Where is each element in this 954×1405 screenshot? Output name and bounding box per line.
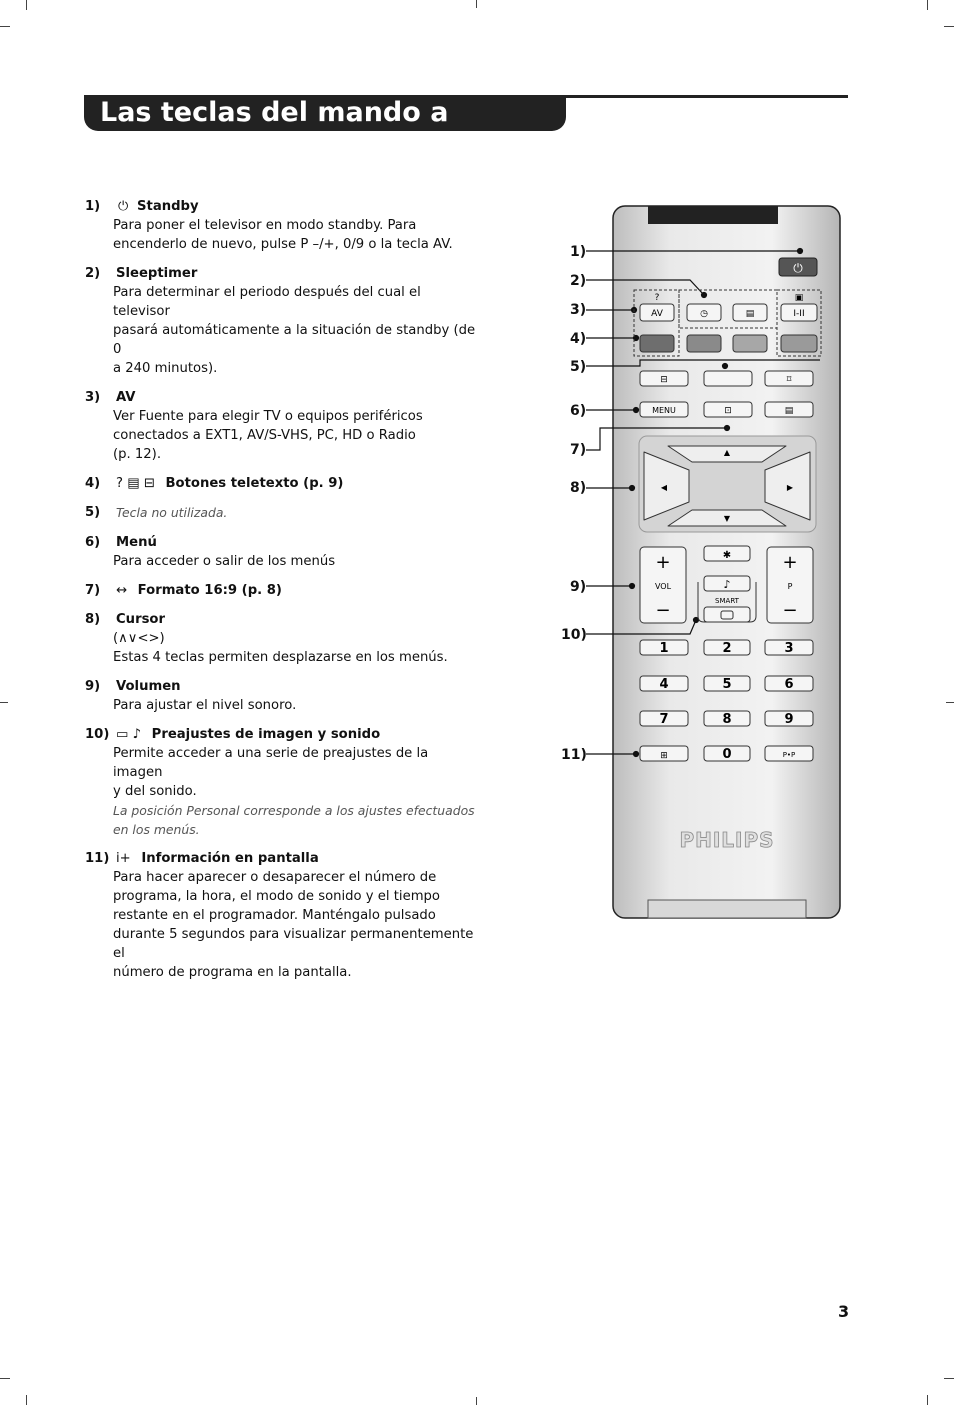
info-icon: i+ — [116, 851, 131, 866]
crop-mark — [476, 1397, 477, 1405]
text-icon: ▤ — [784, 406, 794, 416]
item-heading: Formato 16:9 (p. 8) — [137, 583, 282, 598]
list-item — [85, 264, 477, 378]
callout-2: 2) — [570, 273, 587, 289]
menu-label: MENU — [652, 406, 676, 415]
zoom-icon: ⌑ — [786, 375, 792, 385]
minus-icon: − — [782, 600, 798, 621]
battery-cover — [648, 900, 806, 918]
item-description: Para acceder o salir de los menús — [113, 554, 336, 569]
page-title: Las teclas del mando a distancia — [84, 97, 566, 131]
list-item — [85, 725, 477, 839]
callout-8: 8) — [570, 480, 587, 496]
minus-icon: − — [655, 600, 671, 621]
item-number: 6) — [85, 535, 101, 550]
mix-icon: ▣ — [794, 293, 804, 303]
down-arrow-icon: ▼ — [723, 514, 731, 523]
item-heading: Sleeptimer — [116, 266, 198, 281]
crop-mark — [0, 26, 10, 27]
info-icon: ⊞ — [660, 751, 668, 761]
blue-button — [781, 335, 817, 352]
crop-mark — [0, 1378, 10, 1379]
note-icon: ♪ — [723, 578, 731, 591]
unused-button — [704, 371, 752, 386]
callout-10: 10) — [561, 627, 587, 643]
p-label: P — [787, 582, 793, 591]
red-button — [640, 335, 674, 352]
power-icon: ⏻ — [118, 199, 129, 214]
item-heading: Preajustes de imagen y sonido — [151, 727, 381, 742]
smart-icons: ▭ ♪ — [116, 727, 142, 742]
digit-0: 0 — [722, 747, 732, 762]
item-number: 10) — [85, 727, 110, 742]
digit-4: 4 — [659, 677, 669, 692]
digit-6: 6 — [784, 677, 794, 692]
pip-label: P•P — [782, 751, 796, 759]
list-item — [85, 197, 477, 254]
item-description: Para hacer aparecer o desaparecer el número de programa, la hora, el modo de sonido y el tiempo restante en el programador. Manténgalo pulsado durante 5 segundos para visualizar permanentemente el número de programa en la pantalla. — [113, 870, 474, 980]
item-number: 1) — [85, 199, 101, 214]
remote-control-illustration — [550, 200, 850, 925]
callout-9: 9) — [570, 579, 587, 595]
list-item — [85, 533, 477, 571]
callout-3: 3) — [570, 302, 587, 318]
callout-6: 6) — [570, 403, 587, 419]
digit-8: 8 — [722, 712, 732, 727]
list-item — [85, 610, 477, 667]
mute-icon: ✱ — [722, 550, 732, 561]
item-number: 2) — [85, 266, 101, 281]
digit-9: 9 — [784, 712, 794, 727]
item-description: Para ajustar el nivel sonoro. — [113, 698, 297, 713]
digit-1: 1 — [659, 641, 669, 656]
key-list — [85, 197, 477, 992]
format-icon: ↔ — [116, 583, 128, 598]
item-number: 11) — [85, 851, 110, 866]
item-number: 7) — [85, 583, 101, 598]
yellow-button — [733, 335, 767, 352]
item-heading: Botones teletexto (p. 9) — [165, 476, 344, 491]
brand-logo: PHILIPS — [679, 828, 775, 852]
item-heading: Menú — [116, 535, 157, 550]
digit-3: 3 — [784, 641, 794, 656]
vol-label: VOL — [654, 582, 672, 591]
item-heading: Cursor — [116, 612, 165, 627]
teletext-page-icon: ⊟ — [660, 375, 668, 385]
item-heading: Información en pantalla — [141, 851, 319, 866]
av-label: AV — [651, 309, 663, 319]
item-number: 5) — [85, 505, 101, 520]
item-note: Tecla no utilizada. — [116, 505, 228, 520]
crop-mark — [944, 26, 954, 27]
digit-2: 2 — [722, 641, 732, 656]
crop-mark — [26, 1395, 27, 1405]
crop-mark — [476, 0, 477, 8]
crop-mark — [946, 702, 954, 703]
callout-1: 1) — [570, 244, 587, 260]
item-number: 4) — [85, 476, 101, 491]
crop-mark — [927, 1395, 928, 1405]
callout-5: 5) — [570, 359, 587, 375]
list-item — [85, 474, 477, 493]
item-number: 3) — [85, 390, 101, 405]
up-arrow-icon: ▲ — [723, 448, 731, 457]
plus-icon: + — [655, 552, 671, 573]
digit-5: 5 — [722, 677, 732, 692]
item-description: Ver Fuente para elegir TV o equipos periféricos conectados a EXT1, AV/S-VHS, PC, HD o Radio (p. 12). — [113, 409, 423, 462]
item-heading: Volumen — [116, 679, 181, 694]
left-arrow-icon: ◀ — [660, 483, 668, 492]
page-number: 3 — [838, 1302, 850, 1321]
callout-4: 4) — [570, 331, 587, 347]
crop-mark — [26, 0, 27, 10]
power-icon: ⏻ — [793, 261, 803, 275]
format-icon: ⊡ — [724, 406, 732, 416]
help-icon: ? — [654, 293, 660, 303]
right-arrow-icon: ▶ — [786, 483, 794, 492]
item-heading: AV — [116, 390, 136, 405]
green-button — [687, 335, 721, 352]
list-item — [85, 677, 477, 715]
item-description: Para determinar el periodo después del cual el televisor pasará automáticamente a la situación de standby (de 0 a 240 minutos). — [113, 285, 476, 376]
crop-mark — [944, 1378, 954, 1379]
item-description: (∧∨<>) Estas 4 teclas permiten desplazarse en los menús. — [113, 631, 448, 665]
ir-window — [648, 206, 778, 224]
plus-icon: + — [782, 552, 798, 573]
item-description: Permite acceder a una serie de preajustes de la imagen y del sonido. — [113, 746, 429, 799]
item-note: La posición Personal corresponde a los ajustes efectuados en los menús. — [113, 803, 475, 837]
teletext-icons: ? ▤ ⊟ — [116, 476, 155, 491]
list-item — [85, 581, 477, 600]
list-item — [85, 388, 477, 464]
list-item — [85, 849, 477, 982]
callout-7: 7) — [570, 442, 587, 458]
item-description: Para poner el televisor en modo standby. Para encenderlo de nuevo, pulse P –/+, 0/9 o la tecla AV. — [113, 218, 453, 252]
i-ii-label: I-II — [793, 309, 805, 319]
item-number: 9) — [85, 679, 101, 694]
crop-mark — [927, 0, 928, 10]
smart-label: SMART — [715, 597, 739, 605]
item-heading: Standby — [137, 199, 199, 214]
list-item — [85, 503, 477, 523]
digit-7: 7 — [659, 712, 669, 727]
smart-picture-button — [704, 607, 750, 622]
callout-11: 11) — [561, 747, 587, 763]
item-number: 8) — [85, 612, 101, 627]
timer-icon: ◷ — [700, 309, 708, 319]
teletext-icon: ▤ — [745, 309, 755, 319]
crop-mark — [0, 702, 8, 703]
